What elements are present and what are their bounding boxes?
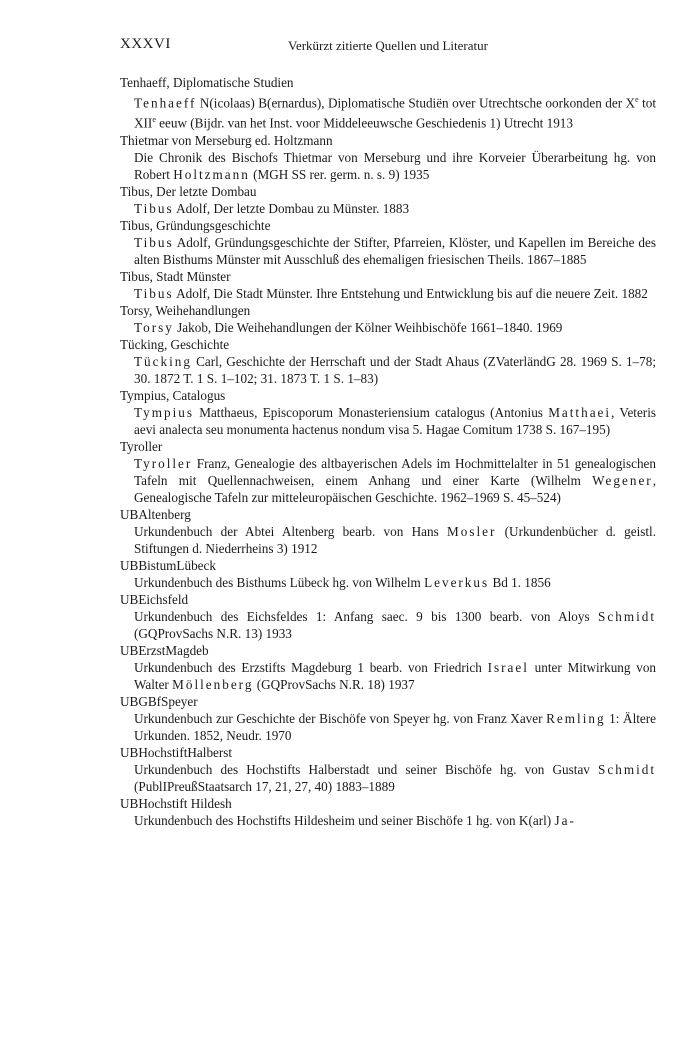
citation-text: (GQProvSachs N.R. 13) 1933 — [134, 625, 292, 641]
citation-text: Bd 1. 1856 — [489, 574, 551, 590]
citation-text: eeuw (Bijdr. van het Inst. voor Middeleeuwsche Geschiedenis 1) Utrecht 1913 — [155, 115, 573, 131]
citation-text: Adolf, Die Stadt Münster. Ihre Entstehung und Entwicklung bis auf die neuere Zeit. 1882 — [173, 285, 648, 301]
entry-short-title: UBEichsfeld — [120, 591, 189, 607]
author-name: Tibus — [134, 285, 174, 301]
entry-full-citation — [120, 404, 656, 438]
author-name: Tibus — [134, 200, 174, 216]
entry-full-citation — [120, 319, 656, 336]
bibliography-entry — [120, 183, 656, 217]
author-name: Remling — [546, 710, 606, 726]
bibliography-entry — [120, 74, 656, 132]
citation-text: N(icolaas) B(ernardus), Diplomatische Studiën over Utrechtsche oorkonden der X — [196, 95, 636, 111]
entry-full-citation — [120, 659, 656, 693]
entry-full-citation — [120, 91, 656, 132]
bibliography-entry — [120, 506, 656, 557]
entry-short-title: UBHochstift Hildesh — [120, 795, 232, 811]
author-name: Matthaei — [548, 404, 612, 420]
entry-full-citation — [120, 234, 656, 268]
citation-text: (Urkundenbücher d. geistl. Stiftungen d. Niederrheins 3) 1912 — [134, 523, 656, 556]
citation-text: Jakob, Die Weihehandlungen der Kölner Weihbischöfe 1661–1840. 1969 — [173, 319, 563, 335]
author-name: Tenhaeff — [134, 95, 197, 111]
entry-full-citation — [120, 812, 656, 829]
author-name: Mosler — [447, 523, 497, 539]
bibliography-entry — [120, 336, 656, 387]
bibliography-entry — [120, 744, 656, 795]
author-name: Leverkus — [424, 574, 490, 590]
entry-full-citation — [120, 455, 656, 506]
citation-text: Adolf, Gründungsgeschichte der Stifter, Pfarreien, Klöster, und Kapellen im Bereiche des alten Bisthums Münster mit Ausschluß des ehemaligen friesischen Theils. 1867–1885 — [134, 234, 656, 267]
entry-short-title: Tücking, Geschichte — [120, 336, 230, 352]
author-name: Tyroller — [134, 455, 193, 471]
entry-short-title: Torsy, Weihehandlungen — [120, 302, 251, 318]
citation-text: 1: Ältere Urkunden. 1852, Neudr. 1970 — [134, 710, 656, 743]
author-name: Möllenberg — [172, 676, 254, 692]
citation-text: (PublIPreußStaatsarch 17, 21, 27, 40) 1883–1889 — [134, 778, 395, 794]
entry-full-citation — [120, 761, 656, 795]
citation-text: Urkundenbuch des Hochstifts Hildesheim und seiner Bischöfe 1 hg. von K(arl) — [134, 812, 555, 828]
author-name: Torsy — [134, 319, 174, 335]
bibliography-entry — [120, 591, 656, 642]
superscript: e — [635, 95, 639, 104]
bibliography-entry — [120, 642, 656, 693]
author-name: Tibus — [134, 234, 174, 250]
entry-short-title: UBErzstMagdeb — [120, 642, 209, 658]
page-number: XXXVI — [120, 36, 171, 52]
citation-text: unter Mitwirkung von Walter — [134, 659, 657, 692]
entry-full-citation — [120, 353, 656, 387]
author-name: Israel — [487, 659, 529, 675]
entry-short-title: UBBistumLübeck — [120, 557, 216, 573]
citation-text: Urkundenbuch des Bisthums Lübeck hg. von Wilhelm — [134, 574, 425, 590]
entry-short-title: Thietmar von Merseburg ed. Holtzmann — [120, 132, 333, 148]
author-name: Schmidt — [598, 608, 656, 624]
page-header — [120, 36, 656, 58]
citation-text: Franz, Genealogie des altbayerischen Adels im Hochmittelalter in 51 genealogischen Tafeln mit Quellennachweisen, einem Anhang und einer Karte (Wilhelm — [134, 455, 656, 488]
bibliography-entry — [120, 693, 656, 744]
citation-text: Urkundenbuch des Hochstifts Halberstadt und seiner Bischöfe hg. von Gustav — [134, 761, 599, 777]
citation-text: Urkundenbuch des Eichsfeldes 1: Anfang saec. 9 bis 1300 bearb. von Aloys — [134, 608, 599, 624]
citation-text: , Genealogische Tafeln zur mitteleuropäischen Geschichte. 1962–1969 S. 45–524) — [134, 472, 656, 505]
citation-text: Adolf, Der letzte Dombau zu Münster. 1883 — [173, 200, 410, 216]
author-name: Tympius — [134, 404, 194, 420]
entry-short-title: UBAltenberg — [120, 506, 191, 522]
bibliography-entry — [120, 132, 656, 183]
citation-text: Die Chronik des Bischofs Thietmar von Merseburg und ihre Korveier Überarbeitung hg. von Robert — [134, 149, 656, 182]
author-name: Holtzmann — [173, 166, 250, 182]
citation-text: Urkundenbuch der Abtei Altenberg bearb. von Hans — [134, 523, 447, 539]
entry-short-title: Tibus, Der letzte Dombau — [120, 183, 257, 199]
bibliography-entry — [120, 438, 656, 506]
author-name: Ja- — [554, 812, 576, 828]
entry-full-citation — [120, 285, 656, 302]
entry-short-title: Tenhaeff, Diplomatische Studien — [120, 75, 294, 90]
citation-text: Urkundenbuch zur Geschichte der Bischöfe von Speyer hg. von Franz Xaver — [134, 710, 547, 726]
author-name: Tücking — [134, 353, 192, 369]
entry-short-title: Tyroller — [120, 438, 163, 454]
citation-text: Carl, Geschichte der Herrschaft und der Stadt Ahaus (ZVaterländG 28. 1969 S. 1–78; 30. 1872 T. 1 S. 1–102; 31. 1873 T. 1 S. 1–83) — [134, 353, 656, 386]
entry-full-citation — [120, 608, 656, 642]
author-name: Schmidt — [598, 761, 656, 777]
bibliography-entry — [120, 268, 656, 302]
entry-full-citation — [120, 574, 656, 591]
entry-full-citation — [120, 710, 656, 744]
entry-short-title: Tibus, Stadt Münster — [120, 268, 231, 284]
entry-short-title: UBGBfSpeyer — [120, 693, 198, 709]
citation-text: , Veteris aevi analecta seu monumenta hactenus nondum visa 5. Hagae Comitum 1738 S. 167–195) — [134, 404, 656, 437]
entry-short-title: UBHochstiftHalberst — [120, 744, 233, 760]
entry-full-citation — [120, 523, 656, 557]
citation-text: (MGH SS rer. germ. n. s. 9) 1935 — [249, 166, 430, 182]
bibliography-entry — [120, 387, 656, 438]
bibliography-list — [120, 74, 656, 829]
superscript: e — [152, 115, 156, 125]
entry-full-citation — [120, 149, 656, 183]
bibliography-entry — [120, 302, 656, 336]
author-name: Wegener — [592, 472, 653, 488]
citation-text: Urkundenbuch des Erzstifts Magdeburg 1 bearb. von Friedrich — [134, 659, 488, 675]
bibliography-entry — [120, 217, 656, 268]
bibliography-entry — [120, 795, 656, 829]
bibliography-entry — [120, 557, 656, 591]
citation-text: (GQProvSachs N.R. 18) 1937 — [253, 676, 415, 692]
citation-text: tot XII — [134, 95, 657, 131]
citation-text: Matthaeus, Episcoporum Monasteriensium catalogus (Antonius — [193, 404, 549, 420]
running-title: Verkürzt zitierte Quellen und Literatur — [288, 38, 488, 53]
entry-short-title: Tympius, Catalogus — [120, 387, 226, 403]
entry-full-citation — [120, 200, 656, 217]
entry-short-title: Tibus, Gründungsgeschichte — [120, 217, 271, 233]
